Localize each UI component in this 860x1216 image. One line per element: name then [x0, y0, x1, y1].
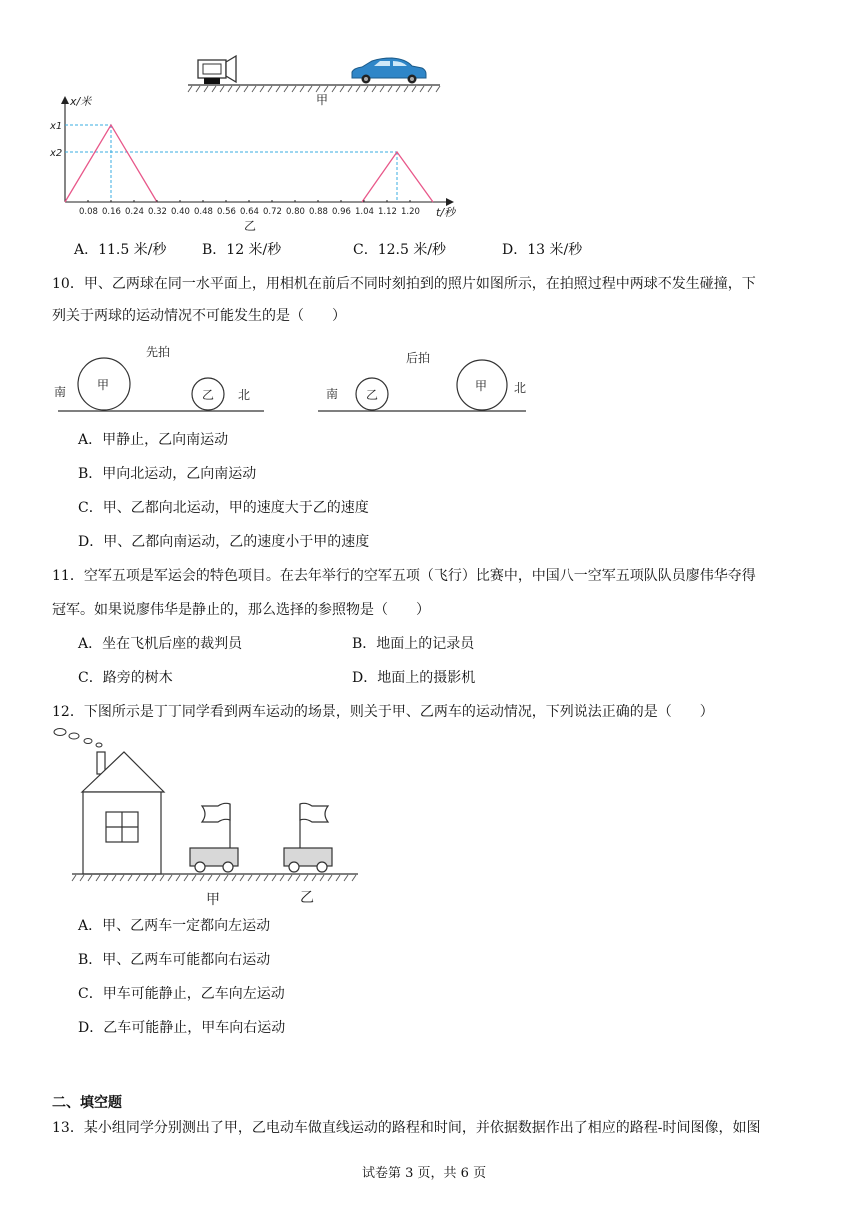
graph-caption: 乙 — [244, 219, 257, 233]
cart-yi-label: 乙 — [300, 890, 314, 906]
q11-option-d[interactable]: D．地面上的摄影机 — [352, 670, 476, 686]
cart-yi-icon — [284, 803, 332, 872]
x-tick-label: 0.32 — [148, 207, 167, 217]
x-axis-label: t/秒 — [436, 206, 456, 219]
q9-option-b[interactable]: B．12 米/秒 — [202, 242, 282, 258]
q12-option-a[interactable]: A．甲、乙两车一定都向左运动 — [78, 918, 271, 934]
y-tick-x1: x1 — [50, 121, 63, 132]
q10-option-a[interactable]: A．甲静止，乙向南运动 — [78, 432, 229, 448]
q10-stem-line2: 列关于两球的运动情况不可能发生的是（ ） — [52, 308, 346, 324]
y-tick-x2: x2 — [50, 148, 63, 159]
q10-option-c[interactable]: C．甲、乙都向北运动，甲的速度大于乙的速度 — [78, 500, 369, 516]
y-axis-label: x/米 — [70, 95, 92, 108]
house-icon — [82, 752, 164, 874]
x-tick-label: 1.20 — [401, 207, 420, 217]
q12-option-b[interactable]: B．甲、乙两车可能都向右运动 — [78, 952, 271, 968]
x-tick-label: 0.56 — [217, 207, 236, 217]
q12-option-c[interactable]: C．甲车可能静止，乙车向左运动 — [78, 986, 285, 1002]
car-icon — [352, 58, 426, 84]
page-footer: 试卷第 3 页，共 6 页 — [362, 1166, 487, 1181]
q9-option-c[interactable]: C．12.5 米/秒 — [353, 242, 447, 258]
x-tick-label: 0.40 — [171, 207, 190, 217]
x-tick-label: 0.96 — [332, 207, 351, 217]
q10-fig-south-2: 南 — [326, 387, 339, 401]
q12-figure — [48, 726, 368, 910]
st-graph — [48, 92, 468, 234]
q11-option-a[interactable]: A．坐在飞机后座的裁判员 — [78, 636, 243, 652]
x-tick-label: 0.64 — [240, 207, 259, 217]
q12-stem-line1: 12．下图所示是丁丁同学看到两车运动的场景，则关于甲、乙两车的运动情况，下列说法正确的是（ ） — [52, 704, 714, 720]
q11-option-b[interactable]: B．地面上的记录员 — [352, 636, 475, 652]
x-tick-label: 1.04 — [355, 207, 374, 217]
x-tick-label: 1.12 — [378, 207, 397, 217]
x-tick-label: 0.16 — [102, 207, 121, 217]
cart-jia-icon — [190, 803, 238, 872]
camera-icon — [198, 56, 236, 84]
q10-fig-north-2: 北 — [514, 381, 527, 395]
q11-stem-line1: 11．空军五项是军运会的特色项目。在去年举行的空军五项（飞行）比赛中，中国八一空军五项队队员廖伟华夺得 — [52, 568, 756, 584]
q10-fig-second-label: 后拍 — [406, 351, 431, 365]
q10-option-d[interactable]: D．甲、乙都向南运动，乙的速度小于甲的速度 — [78, 534, 370, 550]
q13-stem-line1: 13．某小组同学分别测出了甲，乙电动车做直线运动的路程和时间，并依据数据作出了相应的路程-时间图像，如图 — [52, 1120, 761, 1136]
x-tick-label: 0.48 — [194, 207, 213, 217]
q9-option-a[interactable]: A．11.5 米/秒 — [74, 242, 167, 258]
x-tick-label: 0.72 — [263, 207, 282, 217]
ball-jia-label-2: 甲 — [475, 379, 488, 393]
q11-stem-line2: 冠军。如果说廖伟华是静止的，那么选择的参照物是（ ） — [52, 602, 430, 618]
q11-option-c[interactable]: C．路旁的树木 — [78, 670, 173, 686]
q10-stem-line1: 10．甲、乙两球在同一水平面上，用相机在前后不同时刻拍到的照片如图所示，在拍照过程中两球不发生碰撞，下 — [52, 276, 756, 292]
q10-option-b[interactable]: B．甲向北运动，乙向南运动 — [78, 466, 257, 482]
q9-option-d[interactable]: D．13 米/秒 — [502, 242, 583, 258]
section-title: 二、填空题 — [52, 1095, 122, 1111]
x-tick-label: 0.08 — [79, 207, 98, 217]
q10-fig-first-label: 先拍 — [146, 345, 171, 359]
fig-top-label: 甲 — [316, 93, 329, 107]
cart-jia-label: 甲 — [206, 892, 220, 908]
q10-fig-south-1: 南 — [54, 385, 67, 399]
ball-jia-label-1: 甲 — [97, 378, 110, 392]
x-tick-label: 0.80 — [286, 207, 305, 217]
q12-option-d[interactable]: D．乙车可能静止，甲车向右运动 — [78, 1020, 286, 1036]
q10-figure — [48, 340, 538, 414]
x-tick-label: 0.88 — [309, 207, 328, 217]
x-tick-label: 0.24 — [125, 207, 144, 217]
ball-yi-label-2: 乙 — [366, 388, 379, 402]
q10-fig-north-1: 北 — [238, 388, 251, 402]
smoke-icon — [54, 729, 102, 748]
ball-yi-label-1: 乙 — [202, 388, 215, 402]
